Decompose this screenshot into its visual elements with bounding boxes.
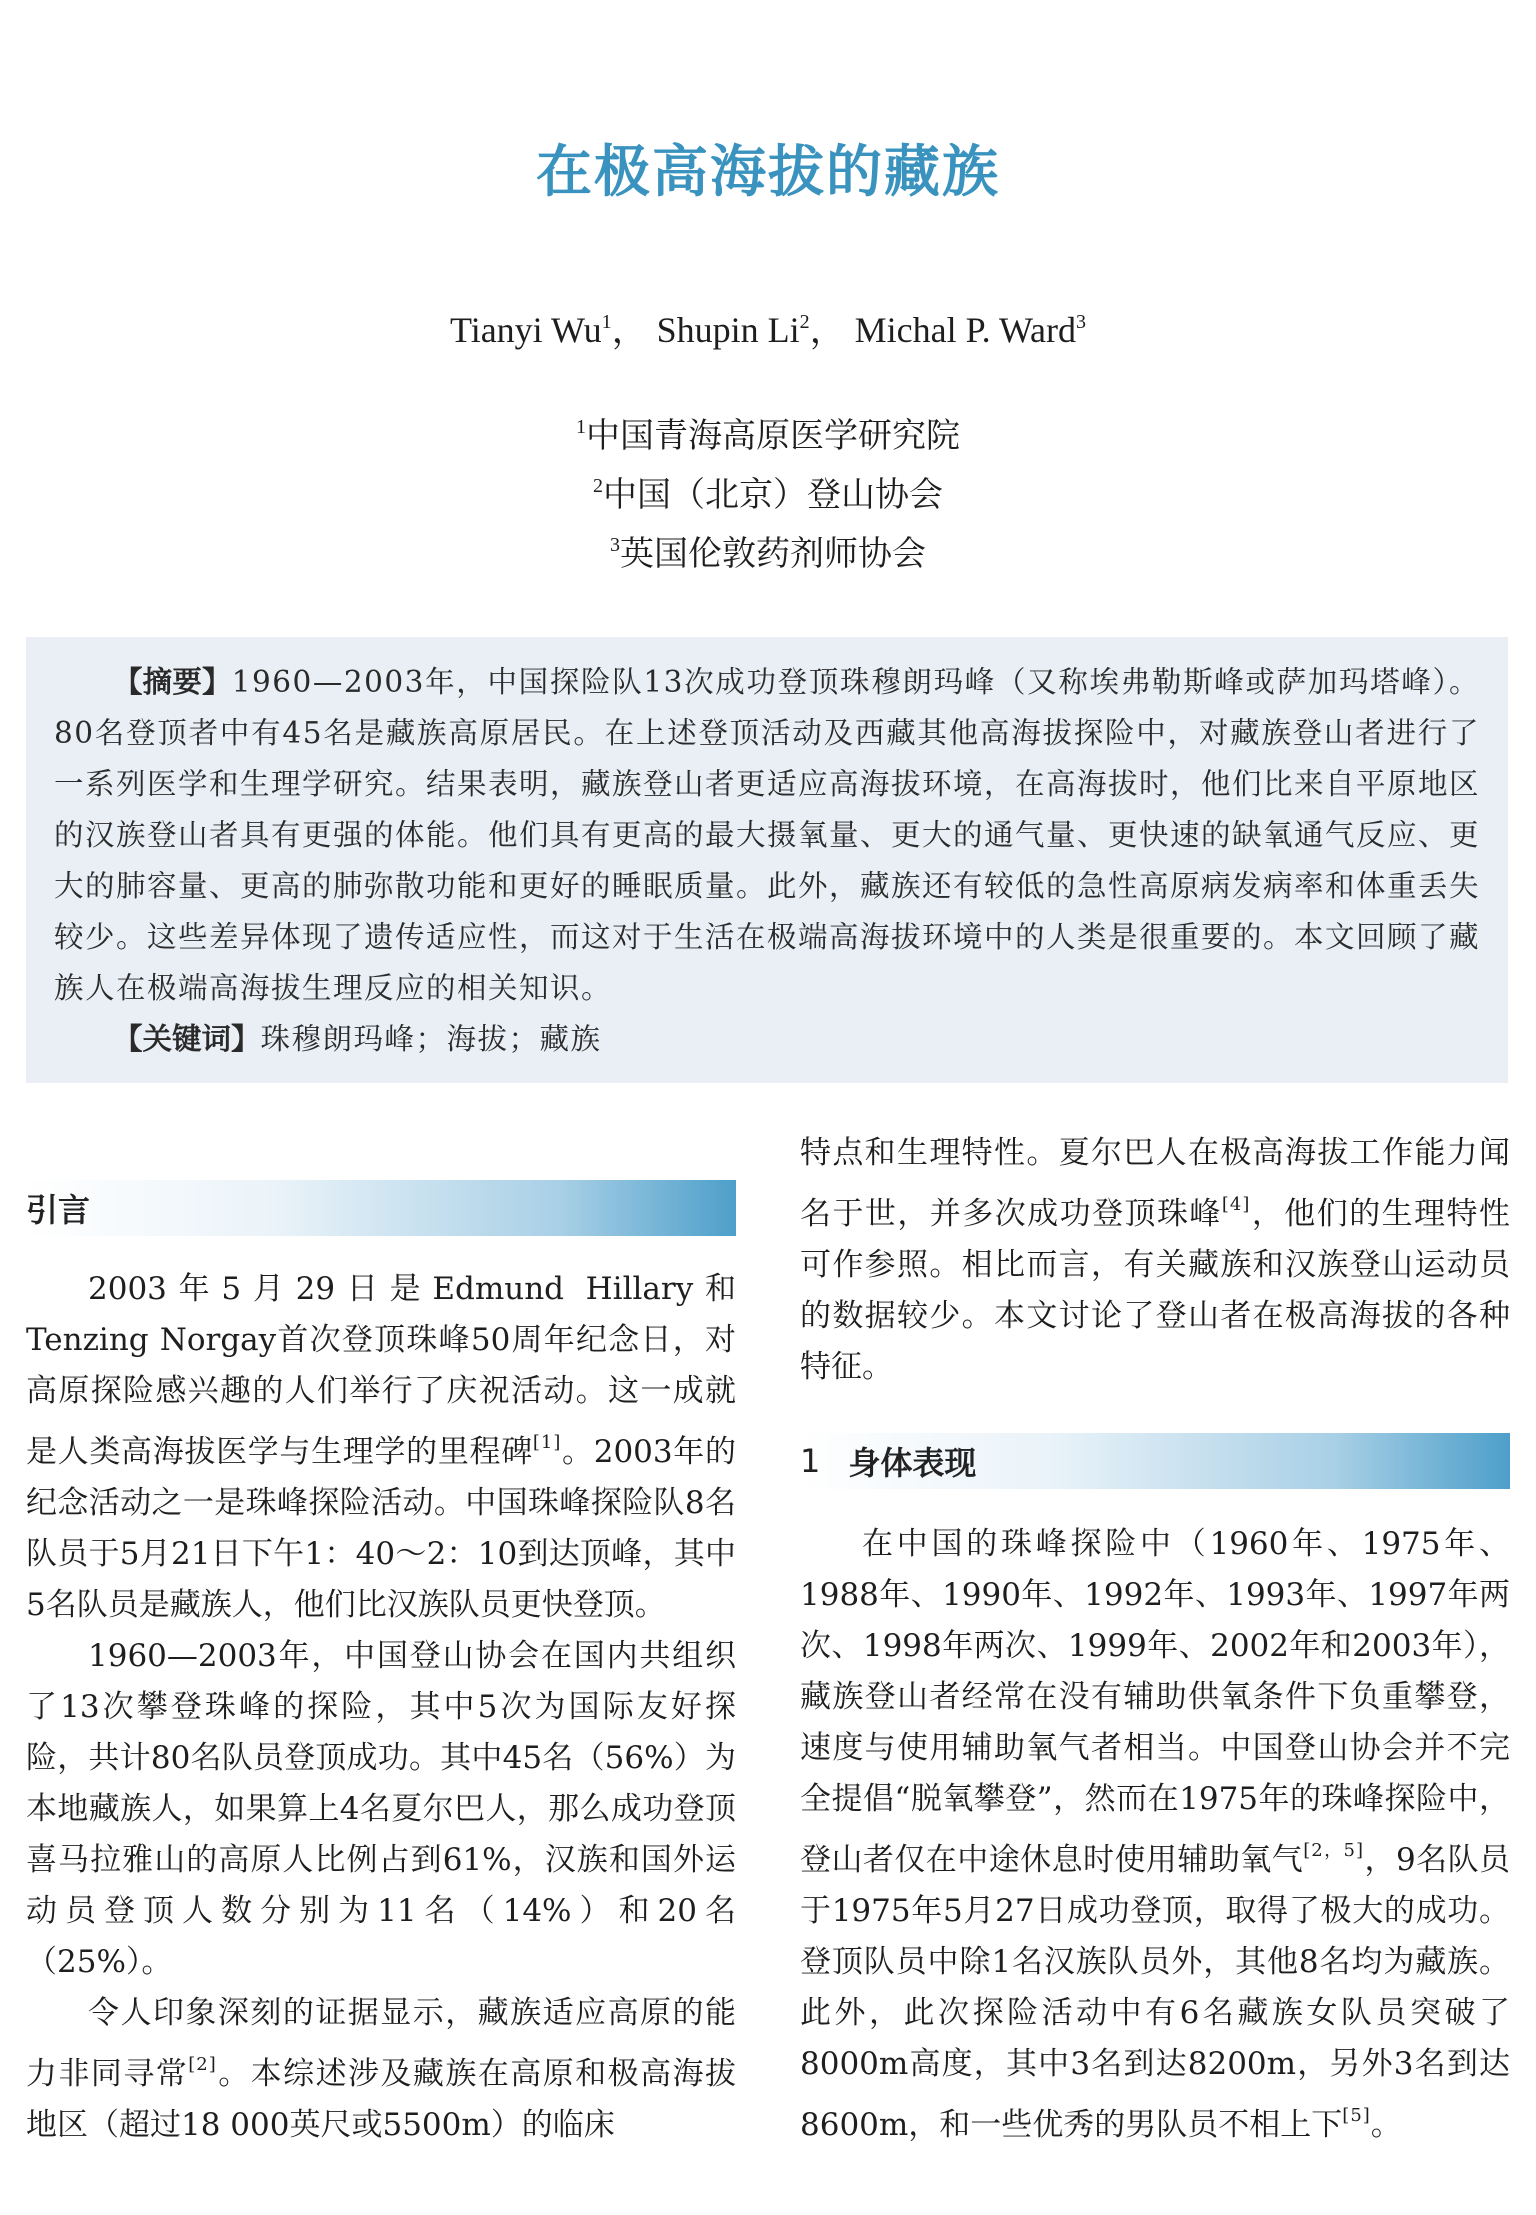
section-number: 1	[800, 1442, 821, 1480]
affil-text: 中国青海高原医学研究院	[586, 416, 960, 456]
text-run: 2003年5月29日是Edmund Hillary和Tenzing Norgay首次登顶珠峰50周年纪念日，对高原探险感兴趣的人们举行了庆祝活动。这一成就是人类高海拔医学与生理学的里程碑	[26, 1271, 736, 1470]
author-list	[0, 302, 1536, 353]
affil-mark: 1	[576, 416, 586, 438]
paragraph	[26, 1988, 736, 2151]
author-affil-mark: 2	[799, 311, 810, 333]
citation-ref: [2]	[188, 2054, 217, 2075]
text-run: 特点和生理特性。夏尔巴人在极高海拔工作能力闻名于世，并多次成功登顶珠峰	[800, 1135, 1510, 1232]
citation-ref: [1]	[532, 1432, 562, 1453]
left-column	[26, 1128, 736, 2208]
text-run: 。本综述涉及藏族在高原和极高海拔地区（超过18 000英尺或5500m）的临床	[26, 2056, 736, 2143]
affiliation-2	[0, 461, 1536, 520]
abstract-box	[26, 637, 1508, 1083]
author-sep: ，	[611, 310, 648, 350]
author-name: Tianyi Wu	[449, 310, 602, 350]
keywords-text: 珠穆朗玛峰；海拔；藏族	[260, 1022, 602, 1056]
affiliation-1	[0, 402, 1536, 461]
paragraph: 1960—2003年，中国登山协会在国内共组织了13次攀登珠峰的探险，其中5次为国际友好探险，共计80名队员登顶成功。其中45名（56%）为本地藏族人，如果算上4名夏尔巴人，那么成功登顶喜马拉雅山的高原人比例占到61%，汉族和国外运动员登顶人数分别为11名（14%）和20名（25%）。	[26, 1638, 736, 1980]
section-title: 引言	[26, 1191, 91, 1229]
affiliation-3	[0, 520, 1536, 579]
paragraph	[26, 1264, 736, 1631]
right-column	[800, 1128, 1510, 2208]
citation-ref: [4]	[1221, 1194, 1251, 1215]
paragraph	[800, 1519, 1510, 2151]
section-title: 身体表现	[848, 1444, 977, 1482]
paragraph	[800, 1128, 1510, 1393]
affil-text: 英国伦敦药剂师协会	[620, 534, 926, 574]
author-sep: ，	[809, 310, 846, 350]
abstract-paragraph	[54, 657, 1480, 1014]
affiliations	[0, 402, 1536, 579]
affil-mark: 2	[593, 475, 603, 497]
affil-mark: 3	[610, 534, 620, 556]
article-title: 在极高海拔的藏族	[536, 139, 1000, 205]
section-heading-1	[800, 1433, 1510, 1489]
abstract-text: 1960—2003年，中国探险队13次成功登顶珠穆朗玛峰（又称埃弗勒斯峰或萨加玛塔峰）。80名登顶者中有45名是藏族高原居民。在上述登顶活动及西藏其他高海拔探险中，对藏族登山者进行了一系列医学和生理学研究。结果表明，藏族登山者更适应高海拔环境，在高海拔时，他们比来自平原地区的汉族登山者具有更强的体能。他们具有更高的最大摄氧量、更大的通气量、更快速的缺氧通气反应、更大的肺容量、更高的肺弥散功能和更好的睡眠质量。此外，藏族还有较低的急性高原病发病率和体重丢失较少。这些差异体现了遗传适应性，而这对于生活在极端高海拔环境中的人类是很重要的。本文回顾了藏族人在极端高海拔生理反应的相关知识。	[54, 665, 1481, 1005]
keywords-paragraph	[54, 1014, 1480, 1065]
citation-ref: [5]	[1342, 2105, 1371, 2126]
author-name: Michal P. Ward	[854, 310, 1077, 350]
author-affil-mark: 3	[1076, 311, 1087, 333]
author-affil-mark: 1	[601, 311, 612, 333]
section-heading-intro	[26, 1180, 736, 1236]
abstract-label: 【摘要】	[113, 665, 232, 699]
text-run: 在中国的珠峰探险中（1960年、1975年、1988年、1990年、1992年、1993年、1997年两次、1998年两次、1999年、2002年和2003年），藏族登山者经常在没有辅助供氧条件下负重攀登，速度与使用辅助氧气者相当。中国登山协会并不完全提倡“脱氧攀登”，然而在1975年的珠峰探险中，登山者仅在中途休息时使用辅助氧气	[800, 1526, 1510, 1878]
affil-text: 中国（北京）登山协会	[603, 475, 943, 515]
author-name: Shupin Li	[656, 310, 800, 350]
citation-ref: [2，5]	[1303, 1840, 1365, 1861]
keywords-label: 【关键词】	[113, 1022, 261, 1056]
text-run: 。2003年的纪念活动之一是珠峰探险活动。中国珠峰探险队8名队员于5月21日下午1：40～2：10到达顶峰，其中5名队员是藏族人，他们比汉族队员更快登顶。	[26, 1434, 736, 1623]
text-run: ，他们的生理特性可作参照。相比而言，有关藏族和汉族登山运动员的数据较少。本文讨论了登山者在极高海拔的各种特征。	[800, 1196, 1510, 1385]
text-run: ，9名队员于1975年5月27日成功登顶，取得了极大的成功。登顶队员中除1名汉族队员外，其他8名均为藏族。此外，此次探险活动中有6名藏族女队员突破了8000m高度，其中3名到达8200m，另外3名到达8600m，和一些优秀的男队员不相上下	[800, 1842, 1510, 2143]
text-run: 令人印象深刻的证据显示，藏族适应高原的能力非同寻常	[26, 1995, 736, 2092]
text-run: 。	[1370, 2107, 1402, 2143]
